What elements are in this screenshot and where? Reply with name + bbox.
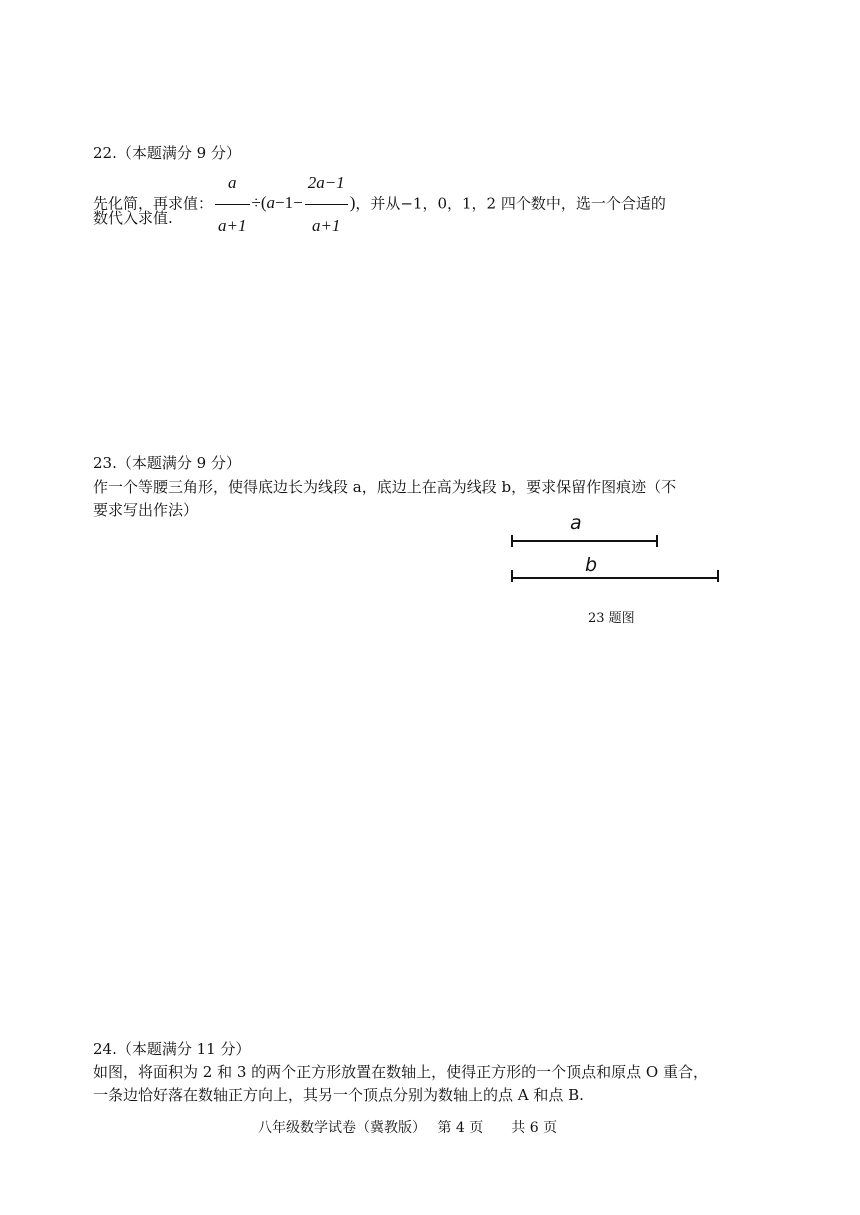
q22-prefix: 先化简，再求值：: [93, 194, 214, 213]
q24-line1: 如图，将面积为 2 和 3 的两个正方形放置在数轴上，使得正方形的一个顶点和原点 O 重合，: [93, 1063, 708, 1081]
q22-line1: [93, 163, 666, 246]
q23-figure: [500, 508, 730, 598]
divide-sign: ÷: [251, 193, 261, 213]
fraction-1-numerator: a: [215, 163, 249, 205]
q22-heading: 22.（本题满分 9 分）: [93, 144, 241, 162]
segment-b: [512, 570, 718, 582]
q22-line2: 数代入求值.: [93, 209, 173, 227]
segment-b-label: b: [585, 554, 598, 576]
segment-a: [512, 535, 657, 547]
segment-a-label: a: [570, 512, 582, 534]
q23-line2: 要求写出作法）: [93, 501, 199, 519]
paren-close: ): [349, 193, 356, 213]
q23-heading: 23.（本题满分 9 分）: [93, 454, 241, 472]
q22-suffix: ，并从−1，0，1，2 四个数中，选一个合适的: [355, 194, 666, 213]
figure-caption: 23 题图: [588, 611, 635, 626]
paren-open: (: [260, 193, 267, 213]
q24-heading: 24.（本题满分 11 分）: [93, 1040, 251, 1058]
fraction-2: [305, 163, 348, 246]
fraction-1-denominator: a+1: [218, 216, 247, 235]
fraction-1: [215, 163, 249, 246]
q22-expression: [213, 173, 356, 235]
q23-line1: 作一个等腰三角形，使得底边长为线段 a，底边上在高为线段 b，要求保留作图痕迹（不: [93, 478, 677, 496]
fraction-2-numerator: 2a−1: [305, 163, 348, 205]
fraction-2-denominator: a+1: [311, 216, 341, 235]
q24-line2: 一条边恰好落在数轴正方向上，其另一个顶点分别为数轴上的点 A 和点 B.: [93, 1086, 584, 1104]
page-footer: 八年级数学试卷（冀教版） 第 4 页 共 6 页: [258, 1120, 558, 1136]
variable-a: a: [266, 193, 276, 213]
minus-one-minus: −1−: [275, 193, 303, 213]
